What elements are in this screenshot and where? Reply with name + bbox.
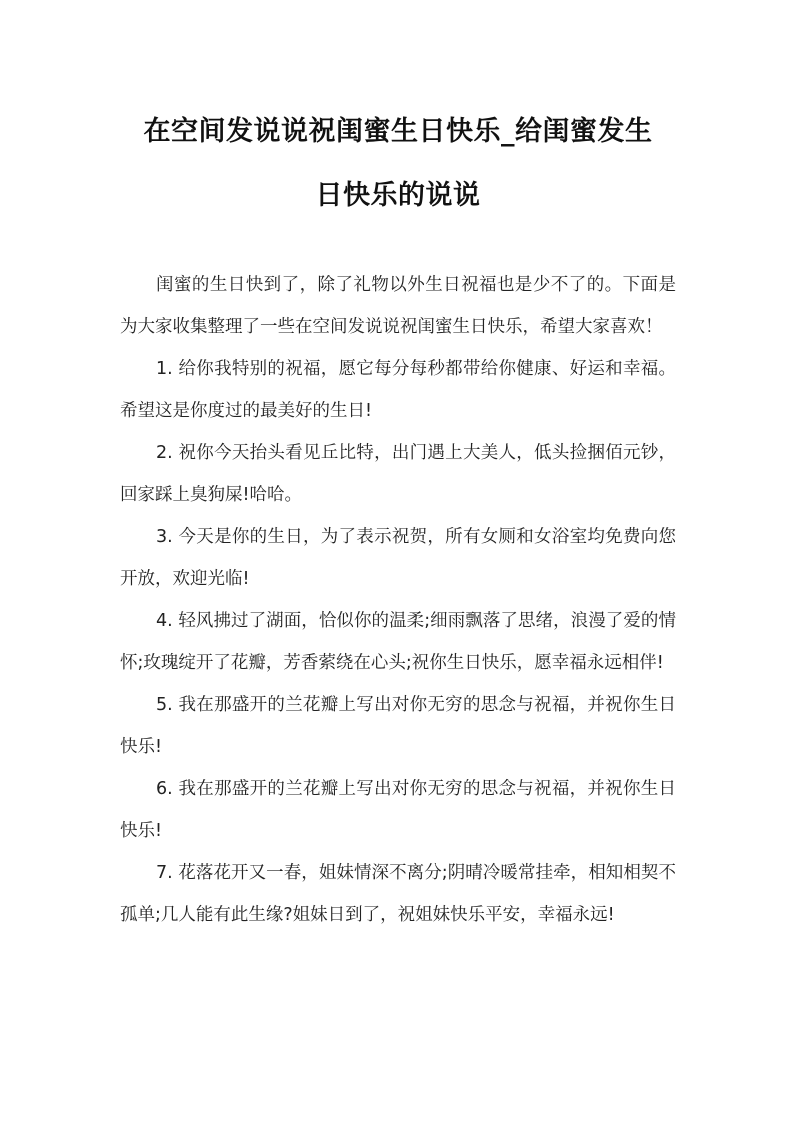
- title-line-2: 日快乐的说说: [315, 180, 481, 211]
- wish-item-1: 1. 给你我特别的祝福，愿它每分每秒都带给你健康、好运和幸福。希望这是你度过的最美好的生日!: [120, 359, 676, 421]
- document-body: [120, 264, 676, 936]
- wish-item-5: 5. 我在那盛开的兰花瓣上写出对你无穷的思念与祝福，并祝你生日快乐!: [120, 695, 676, 757]
- wish-item-2: 2. 祝你今天抬头看见丘比特，出门遇上大美人，低头捡捆佰元钞，回家踩上臭狗屎!哈哈。: [120, 443, 676, 505]
- intro-paragraph: 闺蜜的生日快到了，除了礼物以外生日祝福也是少不了的。下面是 为大家收集整理了一些在空间发说说祝闺蜜生日快乐，希望大家喜欢！: [120, 275, 676, 337]
- wish-item-7: 7. 花落花开又一春，姐妹情深不离分;阴晴冷暖常挂牵，相知相契不孤单;几人能有此生缘?姐妹日到了，祝姐妹快乐平安，幸福永远!: [120, 863, 676, 925]
- document-title: [120, 100, 676, 228]
- title-line-1: 在空间发说说祝闺蜜生日快乐_给闺蜜发生: [143, 116, 653, 147]
- wish-item-6: 6. 我在那盛开的兰花瓣上写出对你无穷的思念与祝福，并祝你生日快乐!: [120, 779, 676, 841]
- wish-item-3: 3. 今天是你的生日，为了表示祝贺，所有女厕和女浴室均免费向您开放，欢迎光临!: [120, 527, 676, 589]
- wish-item-4: 4. 轻风拂过了湖面，恰似你的温柔;细雨飘落了思绪，浪漫了爱的情怀;玫瑰绽开了花瓣，芳香萦绕在心头;祝你生日快乐，愿幸福永远相伴!: [120, 611, 676, 673]
